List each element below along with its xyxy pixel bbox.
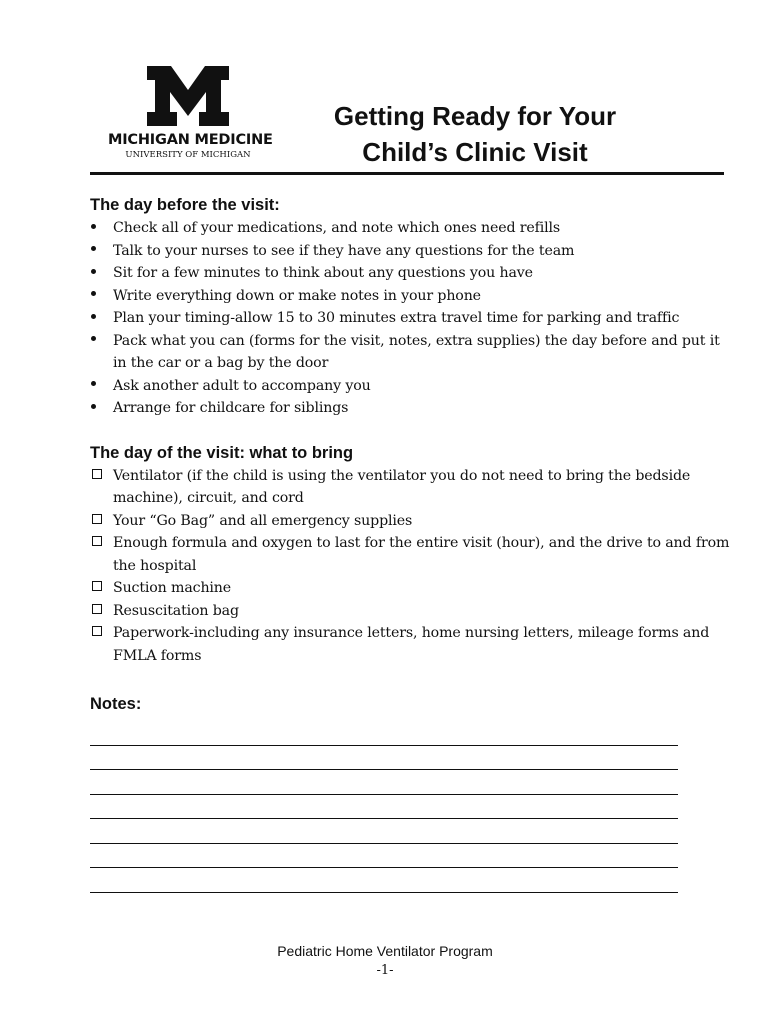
list-item: [90, 217, 730, 240]
checklist-item-text: Paperwork-including any insurance letters, home nursing letters, mileage forms and FMLA forms: [113, 625, 710, 664]
bullet-icon: [90, 375, 106, 398]
notes-line[interactable]: [90, 844, 678, 869]
day-before-list: [90, 217, 730, 420]
notes-line[interactable]: [90, 721, 678, 746]
checklist-item: [90, 532, 730, 577]
checklist-item: [90, 600, 730, 623]
checklist-item-text: Suction machine: [113, 580, 232, 596]
page-number: -1-: [376, 963, 394, 978]
list-item-text: Talk to your nurses to see if they have any questions for the team: [113, 242, 575, 259]
list-item: [90, 262, 730, 285]
bullet-icon: [90, 397, 106, 420]
checkbox-icon[interactable]: [90, 600, 106, 623]
checkbox-icon[interactable]: [90, 532, 106, 555]
logo-name: MICHIGAN MEDICINE: [108, 132, 273, 148]
list-item: [90, 240, 730, 263]
day-of-checklist: [90, 465, 730, 668]
checkbox-icon[interactable]: [90, 465, 106, 488]
notes-heading: Notes:: [90, 695, 142, 713]
list-item-text: Plan your timing-allow 15 to 30 minutes extra travel time for parking and traffic: [113, 310, 680, 326]
checkbox-icon[interactable]: [90, 622, 106, 645]
checklist-item: [90, 510, 730, 533]
bullet-icon: [90, 285, 106, 308]
checklist-item-text: Resuscitation bag: [113, 602, 239, 619]
checklist-item: [90, 465, 730, 510]
list-item: [90, 307, 730, 330]
day-of-heading: The day of the visit: what to bring: [90, 443, 354, 462]
day-before-heading: The day before the visit:: [90, 196, 280, 214]
list-item: [90, 330, 730, 375]
page-footer: [0, 941, 770, 981]
checklist-item: [90, 577, 730, 600]
list-item-text: Check all of your medications, and note which ones need refills: [113, 220, 561, 236]
title-line-1: Getting Ready for Your: [333, 101, 617, 131]
bullet-icon: [90, 240, 106, 263]
notes-lines: [90, 721, 730, 893]
list-item: [90, 375, 730, 398]
notes-line[interactable]: [90, 819, 678, 844]
block-m-icon: [147, 66, 229, 126]
checklist-item: [90, 622, 730, 667]
title-line-2: Child’s Clinic Visit: [362, 137, 588, 167]
header-divider: [90, 172, 724, 175]
list-item: [90, 285, 730, 308]
page-title: [300, 98, 650, 170]
bullet-icon: [90, 262, 106, 285]
checkbox-icon[interactable]: [90, 577, 106, 600]
list-item-text: Ask another adult to accompany you: [113, 377, 371, 394]
list-item-text: Arrange for childcare for siblings: [113, 400, 349, 416]
notes-line[interactable]: [90, 746, 678, 771]
list-item-text: Sit for a few minutes to think about any questions you have: [113, 265, 533, 281]
michigan-medicine-logo: [108, 66, 273, 160]
bullet-icon: [90, 217, 106, 240]
list-item-text: Pack what you can (forms for the visit, notes, extra supplies) the day before and put it in the car or a bag by the door: [113, 332, 720, 371]
bullet-icon: [90, 307, 106, 330]
checkbox-icon[interactable]: [90, 510, 106, 533]
checklist-item-text: Ventilator (if the child is using the ventilator you do not need to bring the bedside machine), circuit, and cord: [113, 467, 691, 506]
notes-line[interactable]: [90, 770, 678, 795]
checklist-item-text: Enough formula and oxygen to last for the entire visit (hour), and the drive to and from the hospital: [113, 535, 730, 574]
list-item: [90, 397, 730, 420]
bullet-icon: [90, 330, 106, 353]
footer-program: Pediatric Home Ventilator Program: [277, 943, 493, 959]
checklist-item-text: Your “Go Bag” and all emergency supplies: [113, 512, 413, 529]
notes-line[interactable]: [90, 868, 678, 893]
notes-line[interactable]: [90, 795, 678, 820]
list-item-text: Write everything down or make notes in your phone: [113, 287, 481, 304]
logo-subtitle: UNIVERSITY OF MICHIGAN: [125, 150, 251, 160]
main-content: [90, 194, 730, 893]
